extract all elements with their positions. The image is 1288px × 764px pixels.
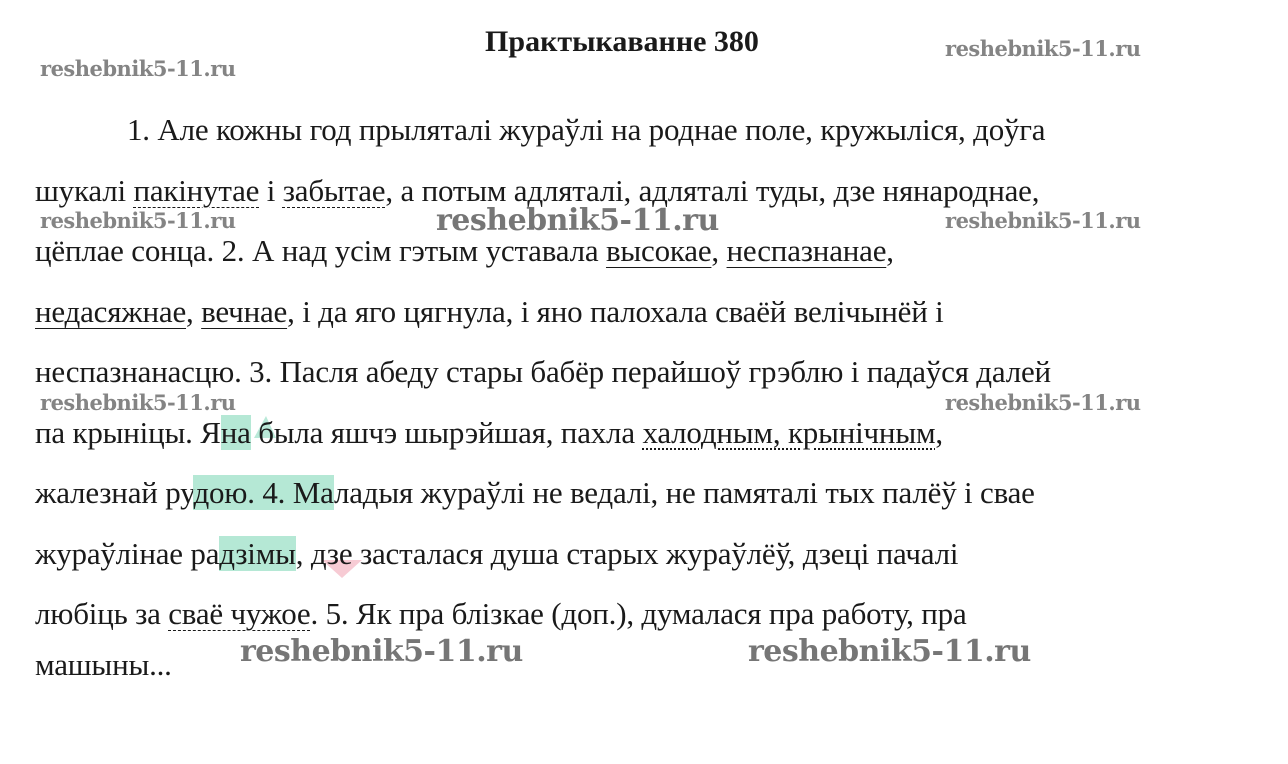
text-line: жураўлінае радзімы, дзе засталася душа старых жураўлёў, дзеці пачалі xyxy=(35,535,959,571)
underlined-word: забытае xyxy=(282,172,386,208)
text-line: жалезнай рудою. 4. Маладыя жураўлі не ведалі, не памяталі тых палёў і свае xyxy=(35,475,1035,510)
watermark: reshebnik5-11.ru xyxy=(40,56,236,81)
underlined-word: вечнае xyxy=(201,293,288,329)
watermark: reshebnik5-11.ru xyxy=(945,36,1141,61)
text-line: цёплае сонца. 2. А над усім гэтым уставала высокае, неспазнанае, xyxy=(35,233,894,268)
watermark: reshebnik5-11.ru xyxy=(40,208,236,233)
watermark: reshebnik5-11.ru xyxy=(945,208,1141,233)
watermark: reshebnik5-11.ru xyxy=(40,390,236,415)
underlined-word: высокае xyxy=(605,233,712,268)
watermark: reshebnik5-11.ru xyxy=(240,634,523,669)
underlined-word: халодным, крынічным xyxy=(642,414,936,450)
highlighted-text: дою. 4. Ма xyxy=(193,475,334,510)
text-line: 1. Але кожны год прыляталі жураўлі на роднае поле, кружыліся, доўга xyxy=(127,112,1046,147)
text-line: неспазнанасцю. 3. Пасля абеду стары бабёр перайшоў грэблю і падаўся далей xyxy=(35,354,1051,389)
underlined-word: недасяжнае xyxy=(35,293,187,329)
underlined-word: сваё чужое xyxy=(168,596,311,631)
text-line: шукалі пакінутае і забытае, а потым адляталі, адляталі туды, дзе нянароднае, xyxy=(35,172,1040,208)
underlined-word: неспазнанае xyxy=(726,233,887,268)
highlighted-text: дзімы xyxy=(219,535,296,571)
exercise-text xyxy=(35,100,1235,685)
watermark: reshebnik5-11.ru xyxy=(945,390,1141,415)
watermark: reshebnik5-11.ru xyxy=(436,203,719,238)
page-title: Практыкаванне 380 xyxy=(485,25,759,58)
highlighted-text: на xyxy=(220,414,251,450)
underlined-word: пакінутае xyxy=(133,172,260,208)
watermark: reshebnik5-11.ru xyxy=(748,634,1031,669)
text-line: па крыніцы. Яна была яшчэ шырэйшая, пахла халодным, крынічным, xyxy=(35,414,943,450)
text-line: машыны... xyxy=(35,646,172,682)
text-line: недасяжнае, вечнае, і да яго цягнула, і яно палохала сваёй велічынёй і xyxy=(35,293,944,329)
text-line: любіць за сваё чужое. 5. Як пра блізкае (доп.), думалася пра работу, пра xyxy=(35,596,967,631)
